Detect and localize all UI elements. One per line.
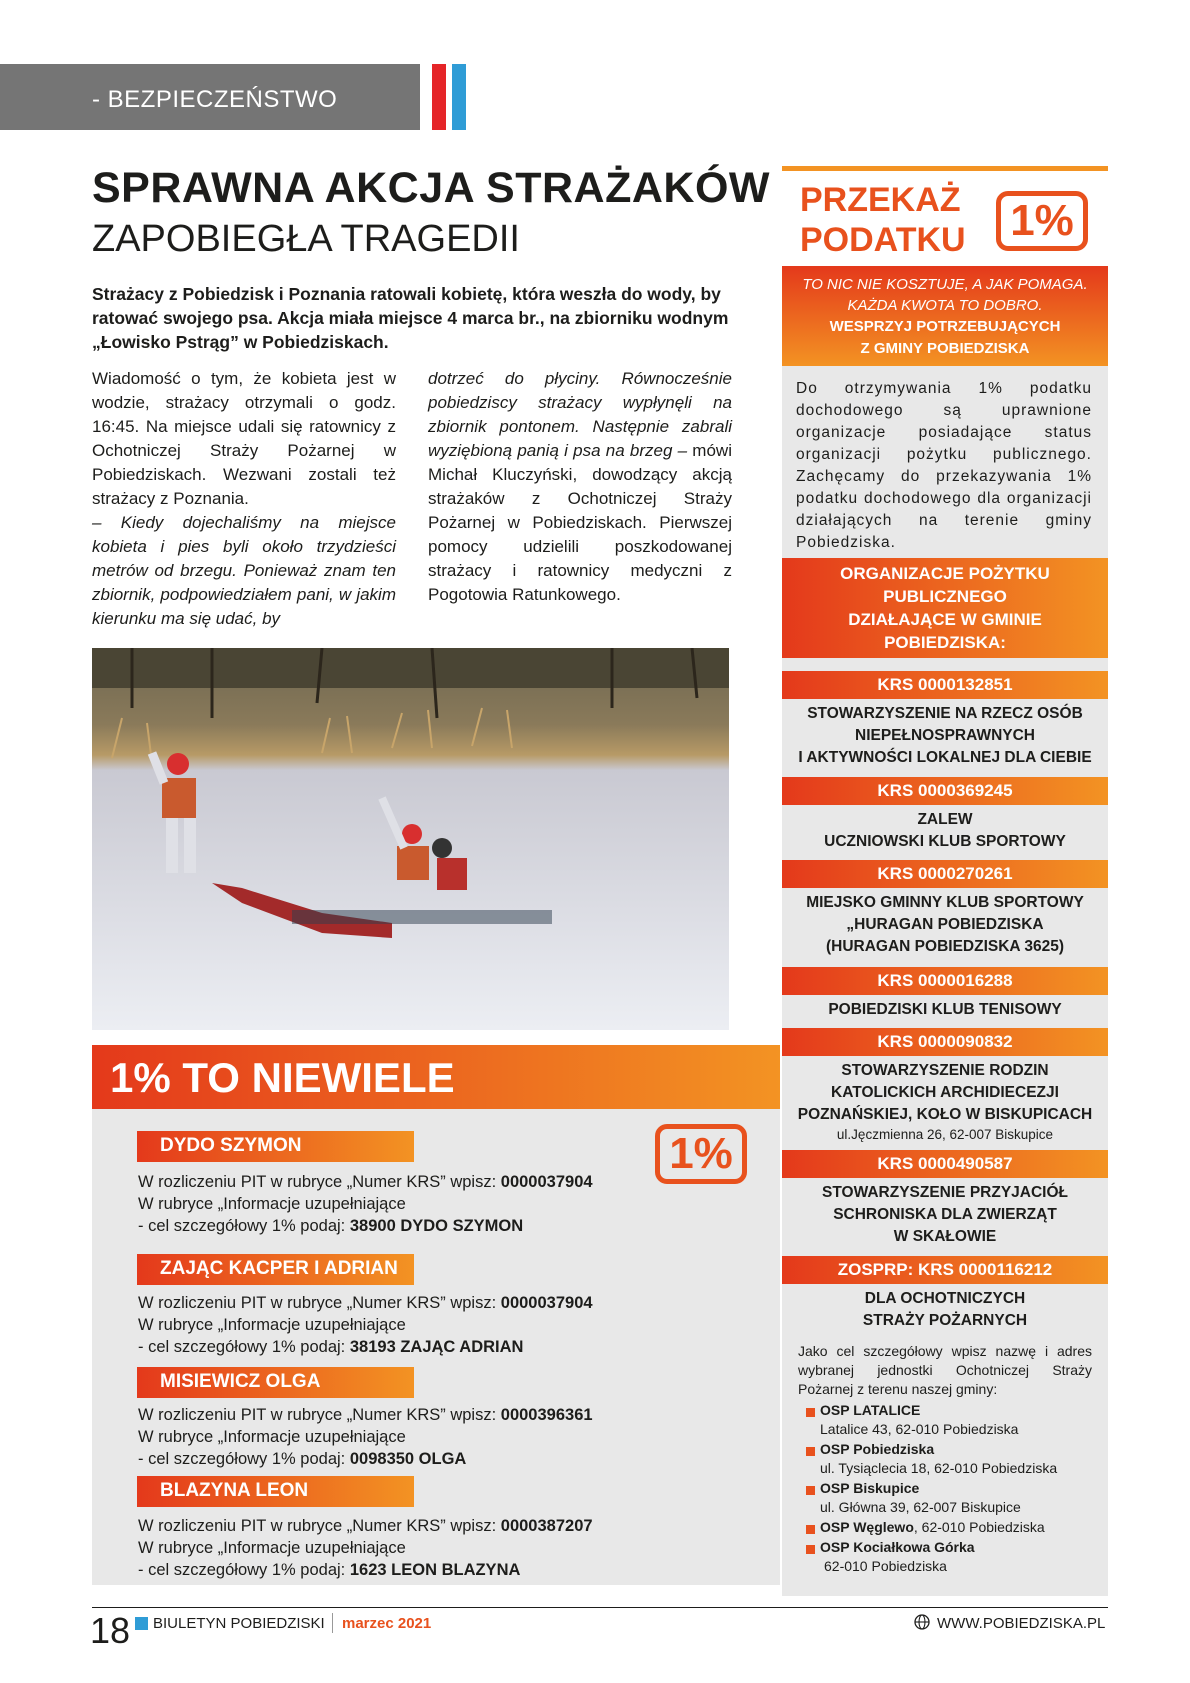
organizations-heading: DZIAŁAJĄCE W GMINIE [848, 610, 1042, 629]
osp-address: Latalice 43, 62-010 Pobiedziska [820, 1421, 1019, 1437]
pit-instruction: W rozliczeniu PIT w rubryce „Numer KRS” wpisz: 0000387207 W rubryce „Informacje uzupełniające - cel szczegółowy 1% podaj: 1623 LEON BLAZYNA [138, 1517, 593, 1579]
pit-instruction: W rozliczeniu PIT w rubryce „Numer KRS” wpisz: 0000037904 W rubryce „Informacje uzupełniające - cel szczegółowy 1% podaj: 38900 DYDO SZYMON [138, 1173, 593, 1235]
article-column-2 [428, 367, 732, 607]
organization-name: MIEJSKO GMINNY KLUB SPORTOWY „HURAGAN POBIEDZISKA (HURAGAN POBIEDZISKA 3625) [806, 894, 1084, 955]
bullet-icon [806, 1408, 815, 1417]
person-name: ZAJĄC KACPER I ADRIAN [160, 1258, 398, 1279]
organizations-heading: PUBLICZNEGO [883, 587, 1007, 606]
person-name: BLAZYNA LEON [160, 1480, 309, 1501]
tax-slogan: KAŻDA KWOTA TO DOBRO. [847, 297, 1043, 314]
krs-number: ZOSPRP: KRS 0000116212 [782, 1256, 1108, 1284]
flag-white [420, 64, 432, 130]
footer-separator [332, 1613, 333, 1633]
issue-date: marzec 2021 [342, 1615, 432, 1632]
organization-name: STOWARZYSZENIE PRZYJACIÓŁ SCHRONISKA DLA ZWIERZĄT W SKAŁOWIE [821, 1184, 1069, 1245]
bullet-icon [806, 1447, 815, 1456]
one-percent-title: 1% TO NIEWIELE [110, 1054, 455, 1101]
page-number: 18 [90, 1610, 131, 1651]
article-quote: – Kiedy dojechaliśmy na miejsce kobieta i pies byli około trzydzieści metrów od brzegu. Ponieważ znam ten zbiornik, podpowiedziałem pani, w jakim kierunku ma się udać, by [92, 513, 396, 628]
footer-divider [92, 1607, 1108, 1608]
bullet-icon [806, 1545, 815, 1554]
osp-address: 62-010 Pobiedziska [824, 1558, 947, 1574]
square-icon [135, 1617, 148, 1630]
article-lead: Strażacy z Pobiedzisk i Poznania ratowali kobietę, która weszła do wody, by ratować swojego psa. Akcja miała miejsce 4 marca br., na zbiorniku wodnym „Łowisko Pstrąg” w Pobiedziskach. [92, 284, 729, 352]
krs-number: KRS 0000132851 [782, 671, 1108, 699]
one-percent-logo: 1% [655, 1124, 747, 1184]
osp-entry: OSP Biskupice [820, 1480, 920, 1496]
article-paragraph: mówi Michał Kluczyński, dowodzący akcją strażaków z Ochotniczej Straży Pożarnej w Pobiedziskach. Pierwszej pomocy udzielili poszkodowanej strażacy i ratownicy medyczni z Pogotowia Ratunkowego. [428, 441, 732, 604]
tax-title: PRZEKAŻ PODATKU [800, 181, 966, 259]
osp-entry: OSP Pobiedziska [820, 1441, 935, 1457]
organization-name: STOWARZYSZENIE RODZIN KATOLICKICH ARCHIDIECEZJI POZNAŃSKIEJ, KOŁO W BISKUPICACH [797, 1062, 1093, 1123]
article-title: SPRAWNA AKCJA STRAŻAKÓW [92, 164, 770, 212]
tax-description: Do otrzymywania 1% podatku dochodowego są uprawnione organizacje posiadające status organizacji pożytku publicznego. Zachęcamy do przekazywania 1% podatku dochodowego dla organizacji działających na terenie gminy Pobiedziska. [796, 380, 1092, 551]
pit-instruction: W rozliczeniu PIT w rubryce „Numer KRS” wpisz: 0000396361 W rubryce „Informacje uzupełniające - cel szczegółowy 1% podaj: 0098350 OLGA [138, 1406, 593, 1468]
person-name: DYDO SZYMON [160, 1135, 302, 1156]
flag-red [432, 64, 446, 130]
globe-icon [914, 1614, 930, 1635]
osp-entry: OSP Węglewo, 62-010 Pobiedziska [820, 1519, 1045, 1535]
publication-name: BIULETYN POBIEDZISKI [153, 1615, 325, 1632]
rescue-photo [92, 648, 729, 1030]
krs-number: KRS 0000270261 [782, 860, 1108, 888]
organizations-heading: POBIEDZISKA: [884, 633, 1006, 652]
tax-logo: 1% [996, 191, 1088, 251]
krs-number: KRS 0000090832 [782, 1028, 1108, 1056]
organization-name: STOWARZYSZENIE NA RZECZ OSÓB NIEPEŁNOSPRAWNYCH I AKTYWNOŚCI LOKALNEJ DLA CIEBIE [798, 705, 1092, 766]
osp-instruction: Jako cel szczegółowy wpisz nazwę i adres wybranej jednostki Ochotniczej Straży Pożarnej z terenu naszej gminy: [798, 1343, 1092, 1397]
pit-instruction: W rozliczeniu PIT w rubryce „Numer KRS” wpisz: 0000037904 W rubryce „Informacje uzupełniające - cel szczegółowy 1% podaj: 38193 ZAJĄC ADRIAN [138, 1294, 593, 1356]
tax-slogan: WESPRZYJ POTRZEBUJĄCYCH [829, 318, 1061, 335]
krs-number: KRS 0000490587 [782, 1150, 1108, 1178]
flag-blue [452, 64, 466, 130]
bullet-icon [806, 1525, 815, 1534]
organization-name: DLA OCHOTNICZYCH STRAŻY POŻARNYCH [862, 1290, 1028, 1329]
krs-number: KRS 0000016288 [782, 967, 1108, 995]
osp-address: ul. Tysiąclecia 18, 62-010 Pobiedziska [820, 1460, 1058, 1476]
tax-slogan: TO NIC NIE KOSZTUJE, A JAK POMAGA. [802, 276, 1088, 293]
organization-name: POBIEDZISKI KLUB TENISOWY [828, 1001, 1062, 1018]
organizations-heading: ORGANIZACJE POŻYTKU [840, 564, 1050, 583]
krs-number: KRS 0000369245 [782, 777, 1108, 805]
article-column-1 [92, 367, 396, 631]
osp-entry: OSP LATALICE [820, 1402, 921, 1418]
tax-slogan: Z GMINY POBIEDZISKA [860, 340, 1030, 357]
organization-address: ul.Jęczmienna 26, 62-007 Biskupice [836, 1127, 1054, 1142]
osp-address: ul. Główna 39, 62-007 Biskupice [820, 1499, 1021, 1515]
organization-name: ZALEW UCZNIOWSKI KLUB SPORTOWY [824, 811, 1066, 850]
article-paragraph: Wiadomość o tym, że kobieta jest w wodzie, strażacy otrzymali o godz. 16:45. Na miejsce udali się ratownicy z Ochotniczej Straży Pożarnej w Pobiedziskach. Wezwani zostali też strażacy z Poznania. [92, 369, 396, 508]
article-subtitle: ZAPOBIEGŁA TRAGEDII [92, 218, 520, 260]
osp-entry: OSP Kociałkowa Górka [820, 1539, 975, 1555]
bullet-icon [806, 1486, 815, 1495]
section-label: - BEZPIECZEŃSTWO [92, 86, 338, 113]
article-quote-cont: dotrzeć do płyciny. Równocześnie pobiedziscy strażacy wypłynęli na zbiornik pontonem. Następnie zabrali wyziębioną panią i psa na brzeg – [428, 369, 732, 460]
person-name: MISIEWICZ OLGA [160, 1371, 321, 1392]
website-link[interactable]: WWW.POBIEDZISKA.PL [937, 1615, 1106, 1632]
